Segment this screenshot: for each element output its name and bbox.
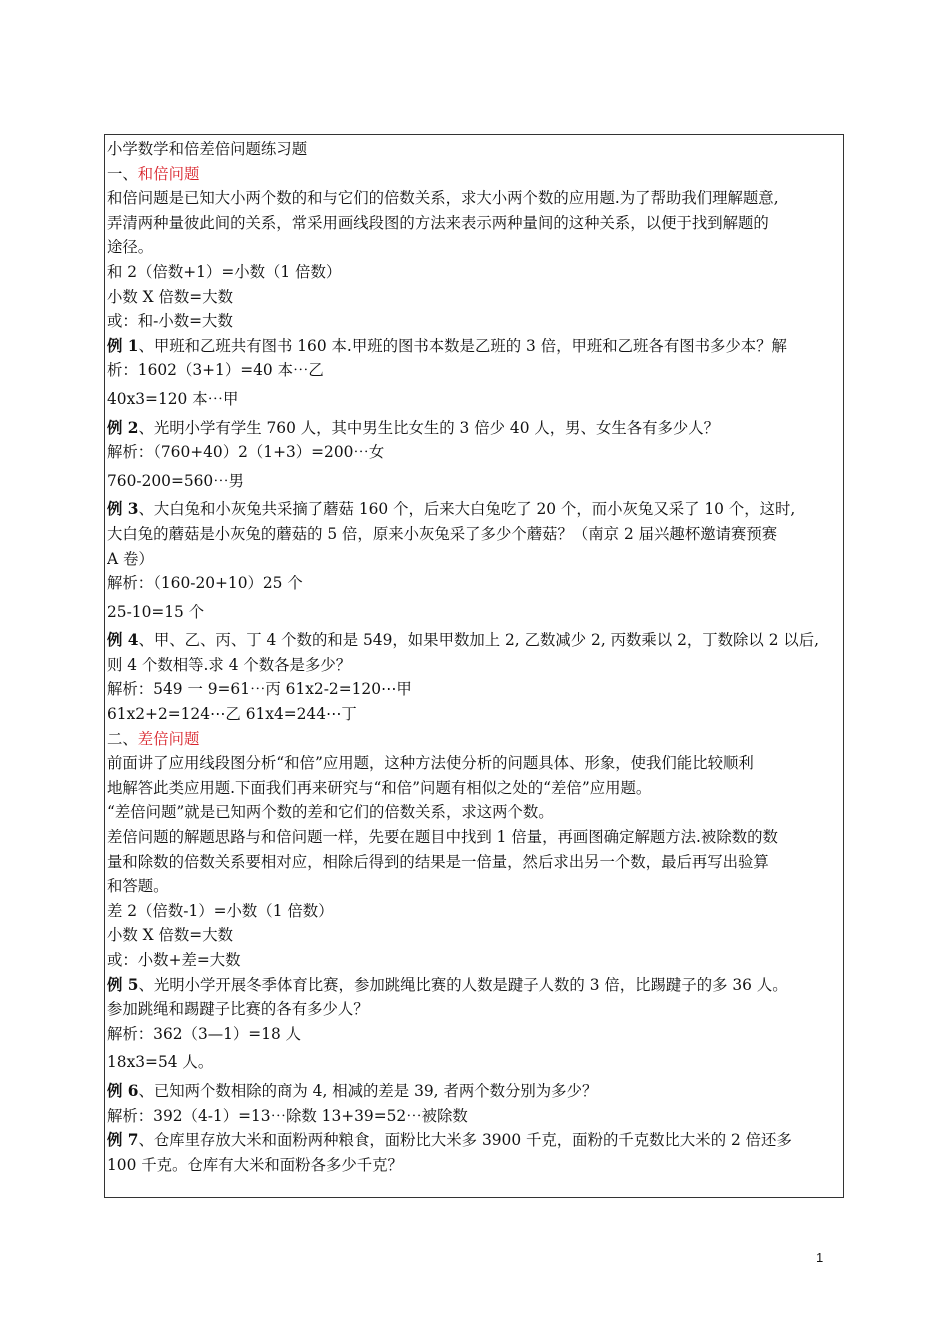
example-1-question-line-2: 析：1602（3+1）=40 本⋯乙 [107,361,324,380]
example-7-question-line-2: 100 千克。仓库有大米和面粉各多少千克？ [107,1155,403,1174]
example-5-question-line-1 [107,973,841,998]
section-2-formula-2: 小数 X 倍数=大数 [107,926,233,945]
document-frame [104,134,844,1198]
section-1-formula-2: 小数 X 倍数=大数 [107,287,233,306]
example-3-question-text: 、大白兔和小灰兔共采摘了蘑菇 160 个，后来大白兔吃了 20 个，而小灰兔又采了 10 个，这时, [138,500,796,519]
section-1-heading [107,162,841,187]
example-3-question-line-3: A 卷） [107,549,154,568]
example-3-answer-line-2: 25-10=15 个 [107,602,205,621]
example-5-question-text: 、光明小学开展冬季体育比赛，参加跳绳比赛的人数是踺子人数的 3 倍，比踢踺子的多 36 人。 [138,975,788,994]
example-4-question-line-1 [107,628,841,653]
section-2-intro-line-1: 前面讲了应用线段图分析“和倍”应用题，这种方法使分析的问题具体、形象，使我们能比较顺利 [107,754,754,773]
example-4-question-text: 、甲、乙、丙、丁 4 个数的和是 549，如果甲数加上 2, 乙数减少 2, 丙数乘以 2，丁数除以 2 以后, [138,631,820,650]
example-6-question-text: 、已知两个数相除的商为 4, 相减的差是 39, 者两个数分别为多少？ [138,1081,598,1100]
section-1-intro-line-1: 和倍问题是已知大小两个数的和与它们的倍数关系，求大小两个数的应用题.为了帮助我们理解题意, [107,189,779,208]
example-4-question-line-2: 则 4 个数相等.求 4 个数各是多少？ [107,655,352,674]
example-1-question-line-1 [107,334,841,359]
document-title: 小学数学和倍差倍问题练习题 [107,140,308,158]
section-2-formula-3: 或：小数+差=大数 [107,951,241,969]
section-2-definition: “差倍问题”就是已知两个数的差和它们的倍数关系，求这两个数。 [107,803,554,822]
section-1-formula-3: 或：和-小数=大数 [107,312,233,331]
section-2-formula-1: 差 2（倍数-1）=小数（1 倍数） [107,901,334,920]
example-7-question-text: 、仓库里存放大米和面粉两种粮食，面粉比大米多 3900 千克，面粉的千克数比大米的 2 倍还多 [138,1131,792,1150]
section-2-title: 差倍问题 [137,729,200,748]
section-2-method-line-2: 量和除数的倍数关系要相对应，相除后得到的结果是一倍量，然后求出另一个数，最后再写出验算 [107,852,769,871]
example-5-label: 例 5 [107,975,139,994]
example-5-question-line-2: 参加跳绳和踢踺子比赛的各有多少人？ [107,1000,369,1019]
example-3-question-line-2: 大白兔的蘑菇是小灰兔的蘑菇的 5 倍，原来小灰兔采了多少个蘑菇？（南京 2 届兴趣杯邀请赛预赛 [107,524,778,543]
example-4-label: 例 4 [107,631,139,650]
example-2-answer-line-1: 解析：（760+40）2（1+3）=200⋯女 [107,443,385,462]
section-1-intro-line-2: 弄清两种量彼此间的关系，常采用画线段图的方法来表示两种量间的这种关系，以便于找到解题的 [107,213,769,232]
example-6-answer: 解析：392（4-1）=13⋯除数 13+39=52⋯被除数 [107,1106,468,1125]
example-4-answer-line-2: 61x2+2=124⋯乙 61x4=244⋯丁 [107,705,357,724]
example-1-label: 例 1 [107,336,139,355]
example-3-label: 例 3 [107,500,139,519]
example-1-answer: 40x3=120 本⋯甲 [107,389,239,408]
section-2-number: 二、 [107,729,138,748]
example-4-answer-line-1: 解析：549 一 9=61⋯丙 61x2-2=120⋯甲 [107,680,412,699]
example-2-label: 例 2 [107,418,139,437]
example-2-question [107,416,841,441]
example-6-question [107,1079,841,1104]
section-1-title: 和倍问题 [137,164,200,183]
example-5-answer-line-2: 18x3=54 人。 [107,1053,214,1072]
section-2-intro-line-2: 地解答此类应用题.下面我们再来研究与“和倍”问题有相似之处的“差倍”应用题。 [107,778,652,797]
section-1-intro-line-3: 途径。 [107,238,154,257]
example-6-label: 例 6 [107,1081,139,1100]
example-7-label: 例 7 [107,1131,139,1150]
example-7-question-line-1 [107,1128,841,1153]
example-3-question-line-1 [107,497,841,522]
document-content [107,137,841,1195]
example-5-answer-line-1: 解析：362（3—1）=18 人 [107,1024,302,1043]
example-2-answer-line-2: 760-200=560⋯男 [107,471,245,490]
example-3-answer-line-1: 解析：（160-20+10）25 个 [107,574,303,593]
section-2-method-line-3: 和答题。 [107,877,169,896]
example-2-question-text: 、光明小学有学生 760 人，其中男生比女生的 3 倍少 40 人，男、女生各有多少人？ [138,418,720,437]
page-number: 1 [816,1250,824,1265]
example-1-question-text: 、甲班和乙班共有图书 160 本.甲班的图书本数是乙班的 3 倍，甲班和乙班各有图书多少本？解 [138,336,787,355]
section-1-formula-1: 和 2（倍数+1）=小数（1 倍数） [107,262,342,281]
section-1-number: 一、 [107,164,138,183]
section-2-heading [107,727,841,752]
section-2-method-line-1: 差倍问题的解题思路与和倍问题一样，先要在题目中找到 1 倍量，再画图确定解题方法.被除数的数 [107,828,778,847]
